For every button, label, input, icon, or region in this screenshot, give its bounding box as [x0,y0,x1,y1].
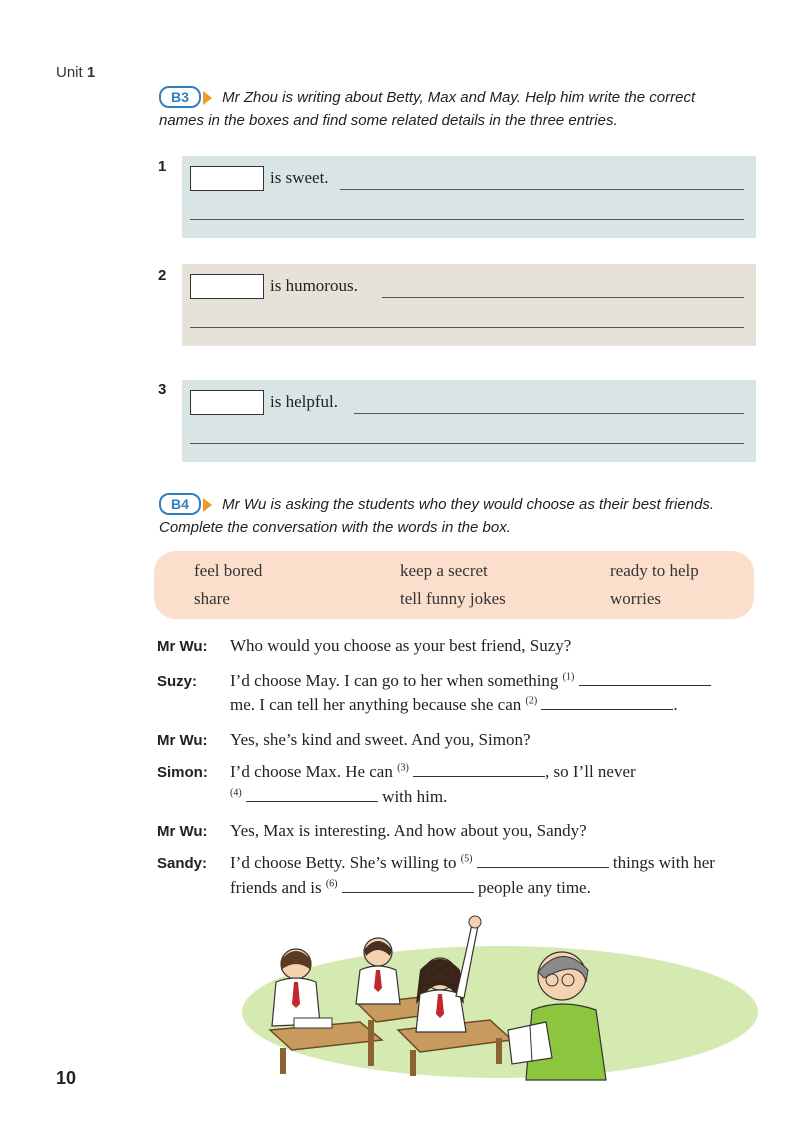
b3-instruction-line2: names in the boxes and find some related details in the three entries. [159,112,618,129]
name-input-box[interactable] [190,390,264,415]
b3-arrow-icon [203,91,212,105]
fill-blank-5[interactable] [477,853,609,868]
dialogue-line: I’d choose Betty. She’s willing to $^{(5)}$ things with her [230,853,715,872]
b4-arrow-icon [203,498,212,512]
fill-blank-1[interactable] [579,671,711,686]
name-input-box[interactable] [190,274,264,299]
blank-number: (3) [397,762,409,774]
word-option: tell funny jokes [400,589,506,608]
blank-number: (1) [562,671,575,683]
b4-instruction-line1: Mr Wu is asking the students who they would choose as their best friends. [222,496,715,513]
fill-blank-2[interactable] [541,695,673,710]
speaker-label: Mr Wu: [157,823,208,840]
b4-instruction-line2: Complete the conversation with the words in the box. [159,519,511,536]
b4-badge: B4 [159,493,201,515]
speaker-label: Mr Wu: [157,732,208,749]
dialogue-line: me. I can tell her anything because she can $^{(2)}$ . [230,695,678,714]
answer-line[interactable] [190,219,744,220]
answer-line[interactable] [354,413,744,414]
b3-instruction [159,86,759,132]
speaker-label: Simon: [157,764,208,781]
speaker-label: Sandy: [157,855,208,872]
dialogue-line: friends and is $^{(6)}$ people any time. [230,878,591,897]
b4-instruction [159,493,769,539]
entry-card-1 [182,156,756,238]
fill-blank-6[interactable] [342,878,474,893]
dialogue-line: I’d choose May. I can go to her when something $^{(1)}$ [230,671,711,691]
word-box [154,551,754,619]
dialogue-line: Who would you choose as your best friend, Suzy? [230,636,572,655]
answer-line[interactable] [382,297,744,298]
name-input-box[interactable] [190,166,264,191]
entry-text: is humorous. [270,276,358,295]
blank-number: (4) [230,787,242,799]
answer-line[interactable] [340,189,744,190]
speaker-label: Suzy: [157,673,198,690]
blank-number: (5) [460,853,473,865]
answer-line[interactable] [190,327,744,328]
dialogue-line: $^{(4)}$ with him. [230,787,448,806]
item-number: 2 [158,267,167,284]
b3-instruction-line1: Mr Zhou is writing about Betty, Max and May. Help him write the correct [222,89,696,106]
classroom-illustration [240,912,760,1082]
fill-blank-3[interactable] [413,762,545,777]
item-number: 3 [158,381,167,398]
dialogue-line: Yes, Max is interesting. And how about you, Sandy? [230,821,587,840]
entry-text: is helpful. [270,392,338,411]
unit-label: Unit 1 [56,64,96,81]
item-number: 1 [158,158,167,175]
answer-line[interactable] [190,443,744,444]
word-option: feel bored [194,561,263,580]
unit-number: 1 [86,64,96,81]
word-option: ready to help [610,561,699,580]
speaker-label: Mr Wu: [157,638,208,655]
entry-card-2 [182,264,756,346]
fill-blank-4[interactable] [246,787,378,802]
dialogue-line: I’d choose Max. He can $^{(3)}$ , so I’ll never [230,762,636,781]
b3-badge: B3 [159,86,201,108]
word-option: share [194,589,230,608]
dialogue-line: Yes, she’s kind and sweet. And you, Simon? [230,730,531,749]
blank-number: (2) [525,695,538,707]
blank-number: (6) [325,878,338,890]
entry-text: is sweet. [270,168,329,187]
entry-card-3 [182,380,756,462]
page-number: 10 [56,1068,77,1088]
word-option: worries [610,589,661,608]
word-option: keep a secret [400,561,488,580]
